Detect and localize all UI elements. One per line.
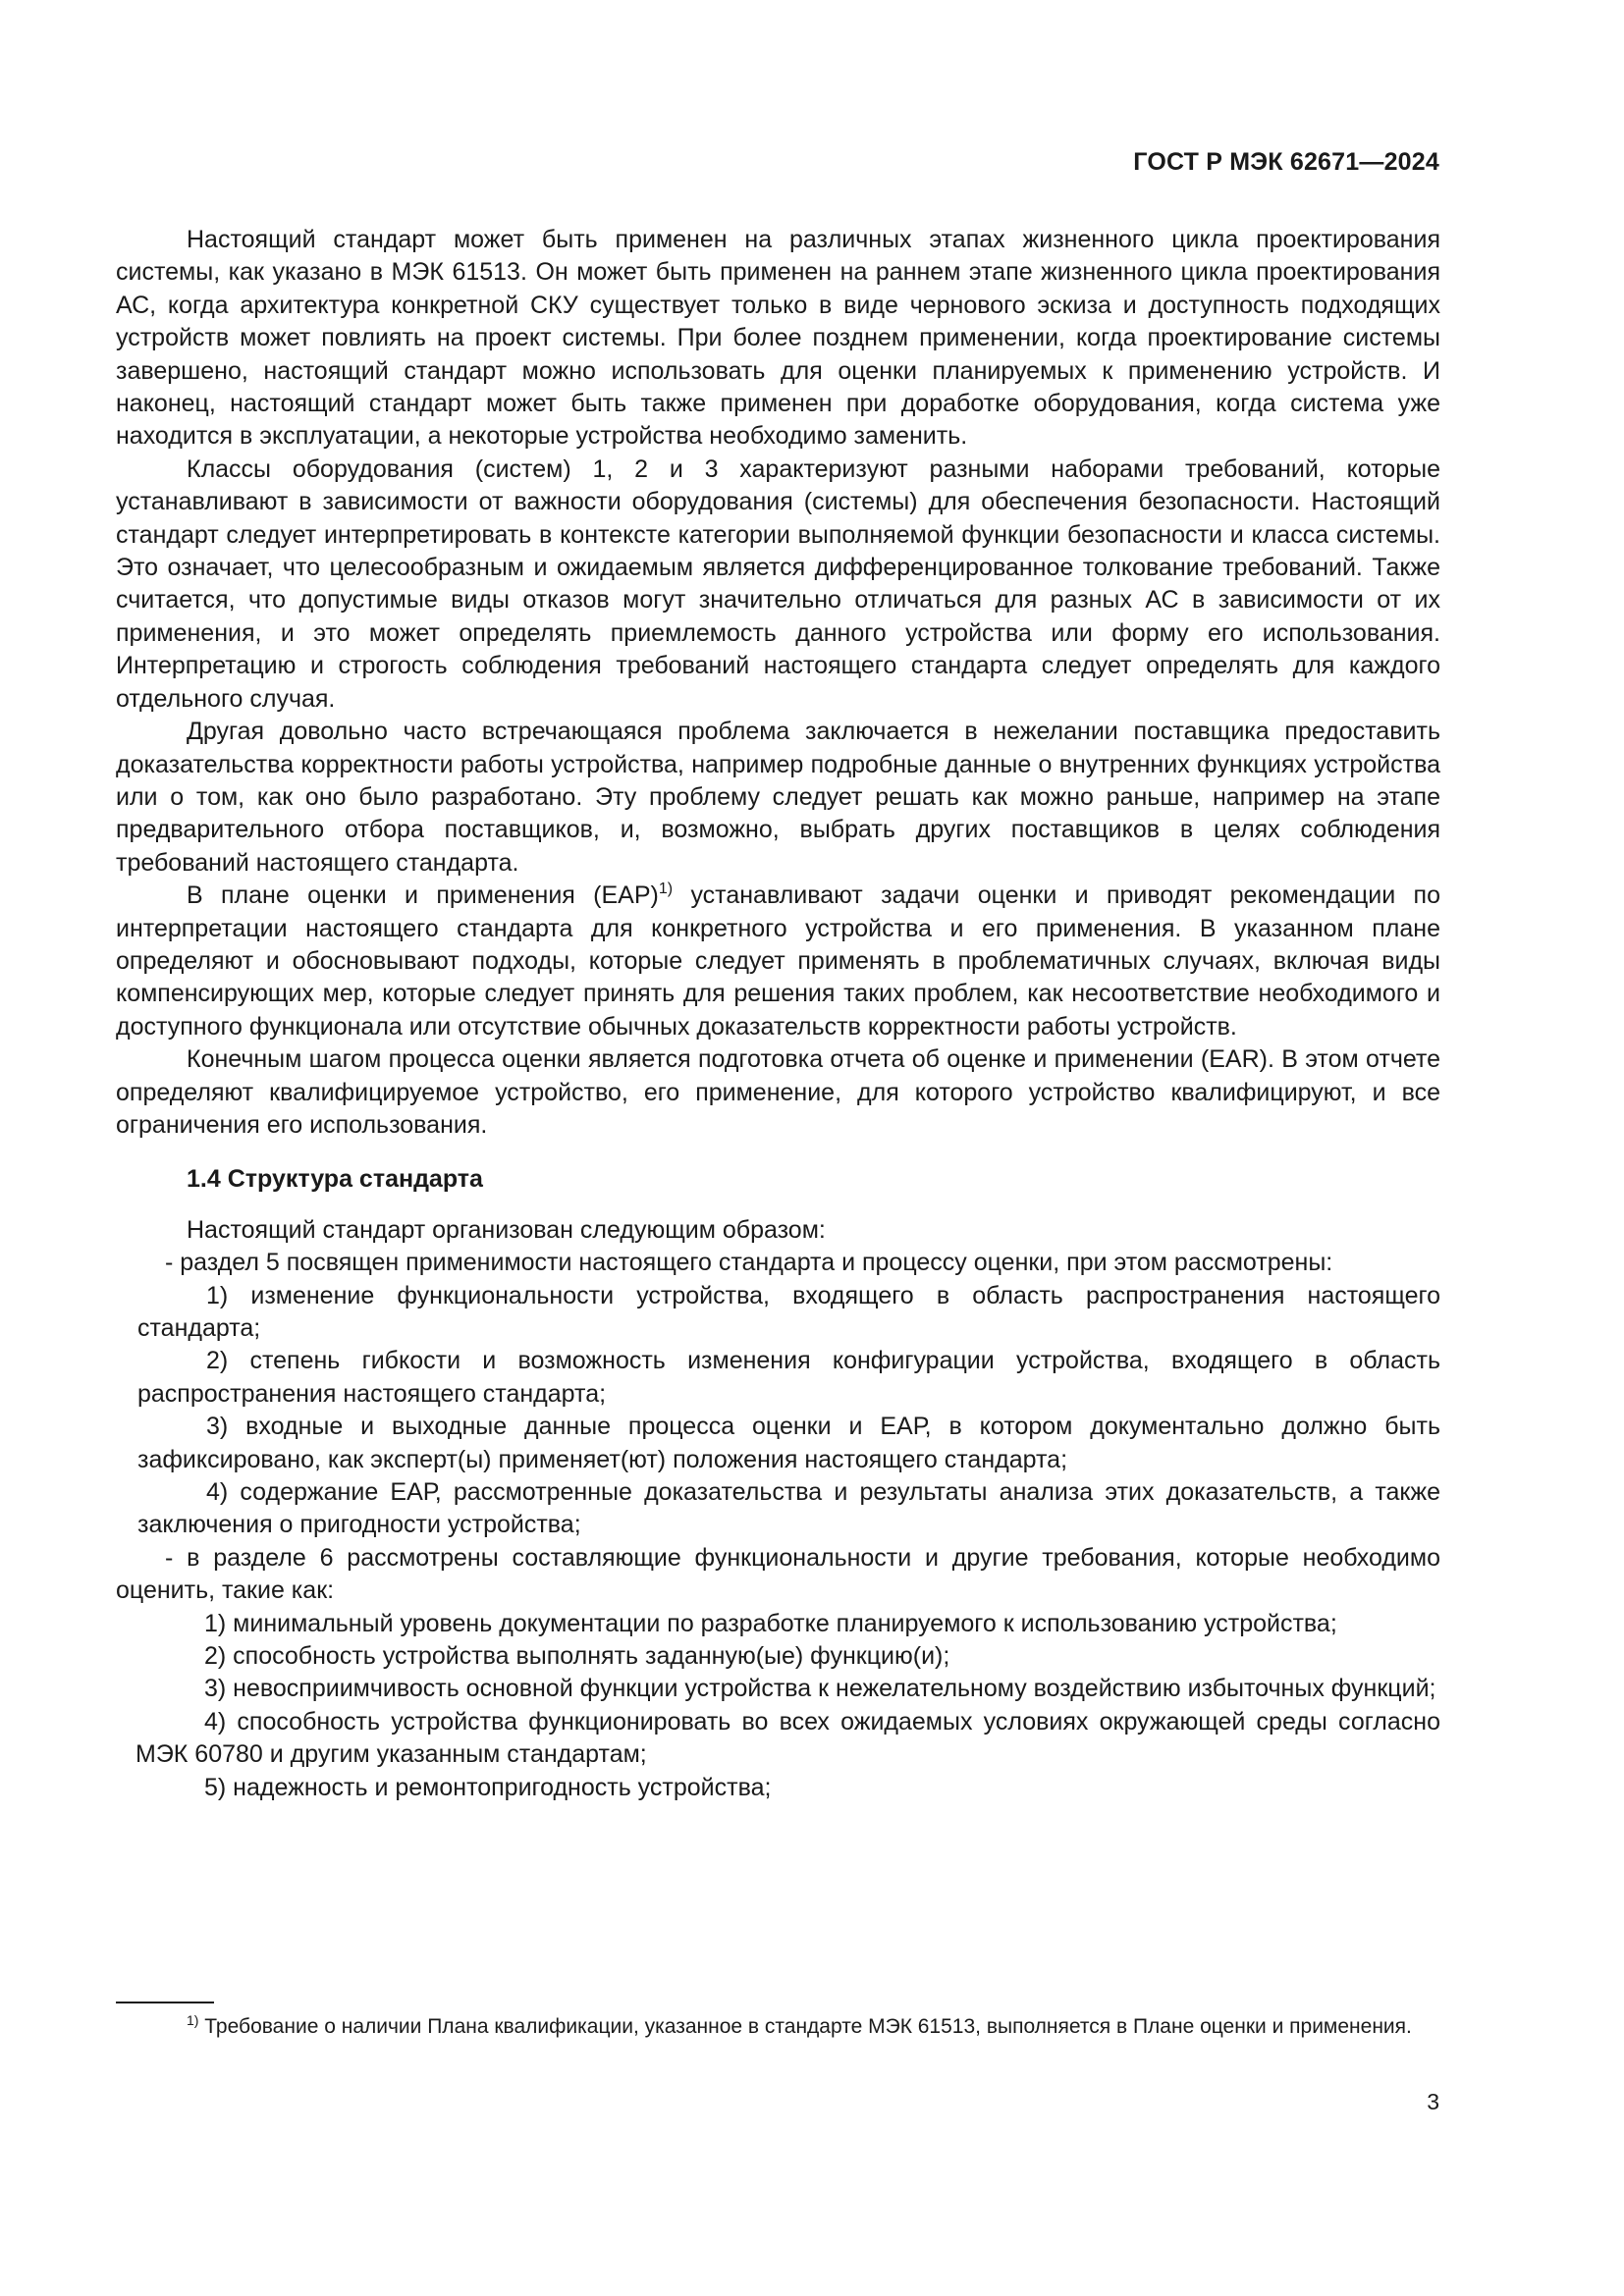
eap-text-start: В плане оценки и применения (ЕАР) (187, 881, 659, 910)
list-item-section-5: - раздел 5 посвящен применимости настоящего стандарта и процессу оценки, при этом рассмотрены: (165, 1249, 1333, 1277)
footnote (116, 2012, 1440, 2042)
footnote-divider (116, 2002, 214, 2003)
list-item: 5) надежность и ремонтопригодность устройства; (204, 1773, 772, 1801)
document-code-header: ГОСТ Р МЭК 62671—2024 (1133, 148, 1439, 176)
list-item: 2) способность устройства выполнять заданную(ые) функцию(и); (204, 1642, 950, 1671)
paragraph-equipment-classes: Классы оборудования (систем) 1, 2 и 3 характеризуют разными наборами требований, которые устанавливают в зависимости от важности оборудования (системы) для обеспечения безопасности. Настоящий стандарт следует интерпретировать в контексте категории выполняемой функции безопасности и класса системы. Это означает, что целесообразным и ожидаемым является дифференцированное толкование требований. Также считается, что допустимые виды отказов могут значительно отличаться для разных АС в зависимости от их применения, и это может определять приемлемость данного устройства или форму его использования. Интерпретацию и строгость соблюдения требований настоящего стандарта следует определять для каждого отдельного случая. (116, 454, 1440, 713)
list-item-section-6: - в разделе 6 рассмотрены составляющие функциональности и другие требования, которые необходимо оценить, такие как: (116, 1543, 1440, 1605)
section-intro: Настоящий стандарт организован следующим образом: (187, 1215, 826, 1244)
paragraph-eap (116, 880, 1440, 1043)
list-item: 3) невосприимчивость основной функции устройства к нежелательному воздействию избыточных функций; (204, 1675, 1436, 1703)
footnote-text: Требование о наличии Плана квалификации, указанное в стандарте МЭК 61513, выполняется в Плане оценки и применения. (198, 2015, 1412, 2038)
body-text (116, 224, 1440, 1804)
paragraph-ear: Конечным шагом процесса оценки является подготовка отчета об оценке и применении (EAR). В этом отчете определяют квалифицируемое устройство, его применение, для которого устройство квалифицируют, и все ограничения его использования. (116, 1045, 1440, 1139)
paragraph-lifecycle: Настоящий стандарт может быть применен на различных этапах жизненного цикла проектирования системы, как указано в МЭК 61513. Он может быть применен на раннем этапе жизненного цикла проектирования АС, когда архитектура конкретной СКУ существует только в виде чернового эскиза и доступность подходящих устройств может повлиять на проект системы. При более позднем применении, когда проектирование системы завершено, настоящий стандарт можно использовать для оценки планируемых к применению устройств. И наконец, настоящий стандарт может быть также применен при доработке оборудования, когда система уже находится в эксплуатации, а некоторые устройства необходимо заменить. (116, 226, 1440, 451)
list-item: 1) минимальный уровень документации по разработке планируемого к использованию устройства; (204, 1609, 1337, 1637)
page-number: 3 (1427, 2089, 1439, 2114)
eap-text-end: устанавливают задачи оценки и приводят рекомендации по интерпретации настоящего стандарта для конкретного устройства и его применения. В указанном плане определяют и обосновывают подходы, которые следует применять в проблематичных случаях, включая виды компенсирующих мер, которые следует принять для решения таких проблем, как несоответствие необходимого и доступного функционала или отсутствие обычных доказательств корректности работы устройств. (116, 881, 1440, 1041)
footnote-reference: 1) (658, 881, 674, 898)
list-item: 4) содержание ЕАР, рассмотренные доказательства и результаты анализа этих доказательств, а также заключения о пригодности устройства; (137, 1478, 1440, 1539)
footnote-marker: 1) (187, 2012, 199, 2028)
list-item: 4) способность устройства функционировать во всех ожидаемых условиях окружающей среды согласно МЭК 60780 и другим указанным стандартам; (135, 1707, 1440, 1769)
list-item: 1) изменение функциональности устройства, входящего в область распространения настоящего стандарта; (137, 1281, 1440, 1342)
list-item: 3) входные и выходные данные процесса оценки и ЕАР, в котором документально должно быть зафиксировано, как эксперт(ы) применяет(ют) положения настоящего стандарта; (137, 1413, 1440, 1473)
list-item: 2) степень гибкости и возможность изменения конфигурации устройства, входящего в область распространения настоящего стандарта; (137, 1347, 1440, 1408)
paragraph-supplier-problem: Другая довольно часто встречающаяся проблема заключается в нежелании поставщика предоставить доказательства корректности работы устройства, например подробные данные о внутренних функциях устройства или о том, как оно было разработано. Эту проблему следует решать как можно раньше, например на этапе предварительного отбора поставщиков, и, возможно, выбрать других поставщиков в целях соблюдения требований настоящего стандарта. (116, 718, 1440, 877)
section-heading: 1.4 Структура стандарта (187, 1165, 483, 1194)
